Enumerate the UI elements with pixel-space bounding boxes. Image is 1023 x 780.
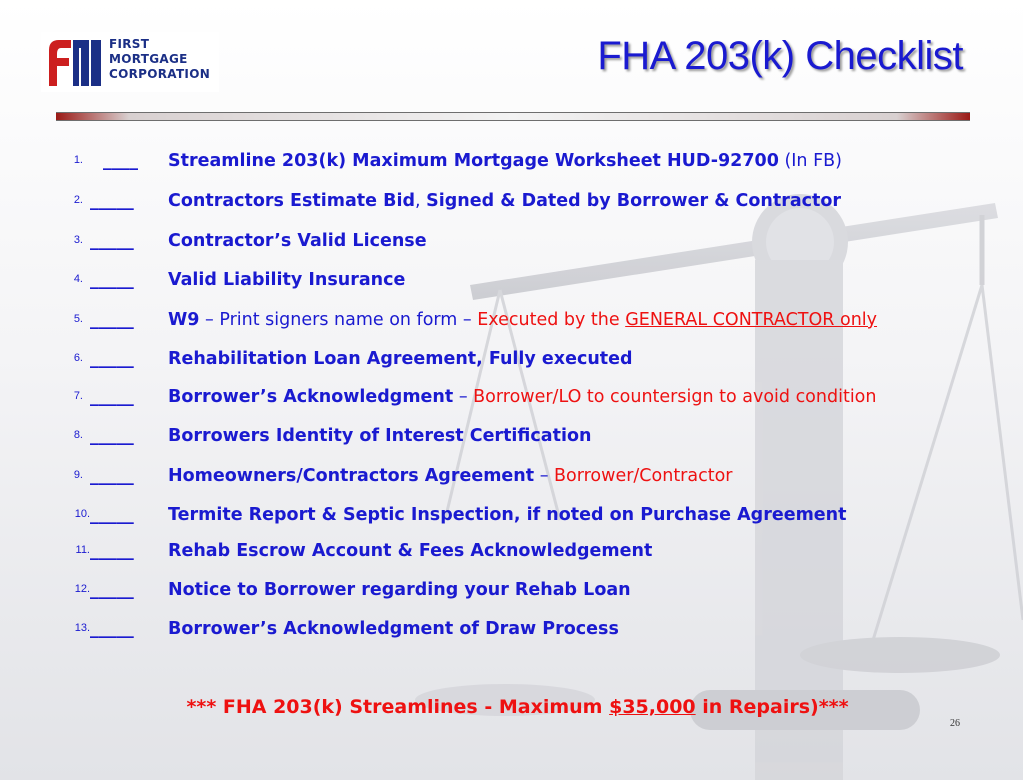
item-text-part: Borrowers Identity of Interest Certification	[168, 426, 592, 446]
item-number: 9.	[73, 469, 83, 481]
checklist-item	[0, 465, 1000, 491]
checklist-item	[0, 309, 1000, 335]
checklist-item	[0, 150, 1000, 176]
checklist-item	[0, 386, 1000, 412]
item-text-part: Signed & Dated by Borrower & Contractor	[426, 191, 842, 211]
checklist-item	[0, 618, 1000, 644]
item-number: 3.	[73, 234, 83, 246]
title-divider	[56, 112, 970, 121]
slide-title: FHA 203(k) Checklist	[597, 34, 963, 78]
logo-text-line3: CORPORATION	[109, 67, 211, 81]
item-text	[168, 540, 652, 562]
item-text-part: Contractors Estimate Bid	[168, 191, 415, 211]
item-number: 12.	[74, 583, 90, 595]
item-blank: _____	[90, 231, 134, 251]
item-text	[168, 269, 405, 291]
footer-text-after: in Repairs)***	[695, 696, 849, 718]
item-text-part: Borrower’s Acknowledgment	[168, 387, 454, 407]
item-text	[168, 386, 876, 408]
fm-logo-icon	[43, 36, 105, 88]
company-logo	[41, 32, 219, 92]
item-text-part: Homeowners/Contractors Agreement	[168, 466, 535, 486]
item-blank: _____	[90, 619, 134, 639]
item-number: 1.	[73, 154, 83, 166]
item-text-part: Termite Report & Septic Inspection, if noted on Purchase Agreement	[168, 505, 847, 525]
checklist-item	[0, 504, 1000, 530]
footer-text-before: *** FHA 203(k) Streamlines - Maximum	[186, 696, 610, 718]
item-text-part: Borrower/LO to countersign to avoid condition	[473, 387, 877, 407]
item-text-part: Rehab Escrow Account & Fees Acknowledgement	[168, 541, 653, 561]
logo-wordmark	[109, 37, 210, 82]
item-number: 7.	[73, 390, 83, 402]
item-text-part: Notice to Borrower regarding your Rehab Loan	[168, 580, 631, 600]
item-text-part: – Print signers name on form –	[199, 310, 478, 330]
item-blank: _____	[90, 270, 134, 290]
footer-amount: $35,000	[609, 696, 696, 718]
item-number: 8.	[73, 429, 83, 441]
item-text	[168, 425, 591, 447]
item-blank: ____	[103, 151, 138, 171]
item-text-part: Streamline 203(k) Maximum Mortgage Worksheet HUD-92700	[168, 151, 779, 171]
item-text-part: (In FB)	[778, 151, 842, 171]
item-text-part: ,	[415, 191, 427, 211]
item-number: 5.	[73, 313, 83, 325]
logo-text-line2: MORTGAGE	[109, 52, 188, 66]
item-text-part: Borrower/Contractor	[554, 466, 733, 486]
checklist-item	[0, 230, 1000, 256]
item-blank: _____	[90, 310, 134, 330]
item-text-part: Contractor’s Valid License	[168, 231, 427, 251]
item-blank: _____	[90, 426, 134, 446]
item-blank: _____	[90, 466, 134, 486]
item-text	[168, 465, 733, 487]
item-number: 6.	[73, 352, 83, 364]
checklist-item	[0, 269, 1000, 295]
item-text-part: Executed by the	[477, 310, 626, 330]
item-blank: _____	[90, 387, 134, 407]
item-text-part: W9	[168, 310, 200, 330]
item-number: 10.	[74, 508, 90, 520]
item-text	[168, 504, 847, 526]
checklist-item	[0, 579, 1000, 605]
checklist-item	[0, 348, 1000, 374]
checklist-item	[0, 425, 1000, 451]
item-text-part: GENERAL CONTRACTOR only	[625, 310, 878, 330]
item-blank: _____	[90, 191, 134, 211]
item-text-part: –	[453, 387, 474, 407]
item-number: 11.	[75, 544, 90, 556]
logo-text-line1: FIRST	[109, 37, 150, 51]
item-text	[168, 230, 427, 252]
item-text	[168, 618, 619, 640]
item-number: 13.	[74, 622, 90, 634]
item-blank: _____	[90, 541, 134, 561]
item-text	[168, 190, 841, 212]
item-number: 4.	[73, 273, 83, 285]
item-blank: _____	[90, 505, 134, 525]
item-blank: _____	[90, 349, 134, 369]
checklist-item	[0, 540, 1000, 566]
item-text-part: Valid Liability Insurance	[168, 270, 406, 290]
page-number: 26	[950, 718, 960, 729]
item-blank: _____	[90, 580, 134, 600]
checklist-item	[0, 190, 1000, 216]
item-text	[168, 348, 633, 370]
item-text	[168, 579, 631, 601]
item-text	[168, 309, 877, 331]
item-text	[168, 150, 842, 172]
item-text-part: Borrower’s Acknowledgment of Draw Process	[168, 619, 619, 639]
item-number: 2.	[73, 194, 83, 206]
item-text-part: Rehabilitation Loan Agreement, Fully executed	[168, 349, 633, 369]
item-text-part: –	[534, 466, 555, 486]
footer-note	[0, 696, 1023, 718]
